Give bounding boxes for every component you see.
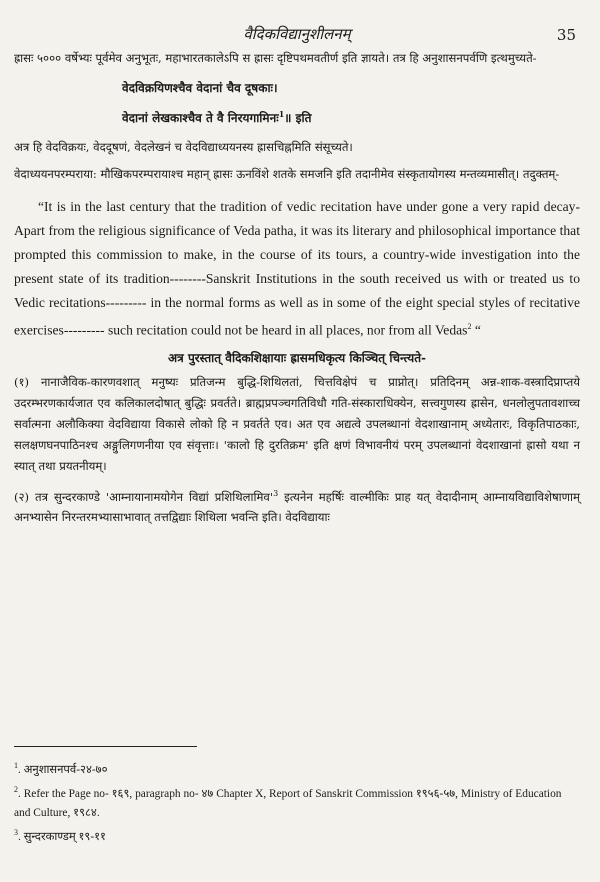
section-heading: अत्र पुरस्तात् वैदिकशिक्षायाः ह्रासमधिकृत्य किञ्चित् चिन्त्यते- [167,350,427,365]
footnote-3-text: . सुन्दरकाण्डम् १९-११ [18,830,106,843]
footnote-1-text: . अनुशासनपर्व-२४-७० [18,763,108,776]
footnote-3 [14,823,580,847]
footnote-mark-1: 1 [278,109,285,119]
paragraph-decline-signs: अत्र हि वेदविक्रयः, वेददूषणं, वेदलेखनं च वेदविद्याध्ययनस्य ह्रासचिह्नमिति संसूच्यते। [14,140,353,154]
paragraph-oral-tradition: वेदाध्ययनपरम्पराया: मौखिकपरम्परायाश्च महान् ह्रासः ऊनविंशे शतके समजनि इति तदानीमेव संस्कृतायोगस्य मन्तव्यमासीत्। तदुक्तम्- [14,167,560,181]
paragraph-point-1: (१) नानाजैविक-कारणवशात् मनुष्यः प्रतिजन्म बुद्धि-शिथिलतां, चित्तविक्षेपं च प्राप्नोत्। प्रतिदिनम् अन्न-शाक-वस्त्रादिप्राप्तये उदरम्भरणकार्यजात एव कलिकालदोषात् बुद्धिः प्रवर्तते। ब्राह्मप्रपञ्चगतिविधौ गति-संस्काराधिक्येन, सत्त्वगुणस्य ह्रासेन, धनलोलुपतावशाच्च सर्वात्मना अलौकिक्या वेदविद्याया विकासे लोको हि न प्रवर्तते एव। अत एव अद्यत्वे उपलब्धानां वेदशाखानाम् अध्येतारः, विकृतिपाठकाः, सलक्षणघनपाठिनश्च अङ्गुलिगणनीया एव संवृत्ताः। 'कालो हि दुरतिक्रम' इति क्षणं विभावनीयं परम् उपलब्धानां वेदशाखानां ह्रासो यथा न स्यात् तथा प्रयतनीयम्। [14,374,580,473]
footnote-mark-3: 3 [273,488,279,498]
footnote-1-mark: 1 [14,761,18,770]
commission-quote [14,195,580,343]
footnotes [14,756,580,846]
verse-line-1: वेदविक्रयिणश्चैव वेदानां चैव दूषकाः। [122,81,278,95]
footnote-3-mark: 3 [14,827,18,837]
verse-line-2-text: वेदानां लेखकाश्चैव ते वै निरयगामिनः [122,111,279,125]
page-number: 35 [556,26,576,44]
paragraph-intro: ह्रासः ५००० वर्षेभ्यः पूर्वमेव अनुभूतः, महाभारतकालेऽपि स ह्रासः दृष्टिपथमवतीर्ण इति ज्ञायते। तत्र हि अनुशासनपर्वणि इत्थमुच्यते- [14,51,537,65]
footnote-divider [14,746,197,747]
paragraph-point-2-start: (२) तत्र सुन्दरकाण्डे 'आम्नायानामयोगेन विद्यां प्रशिथिलामिव' [14,489,274,504]
verse-line-2 [14,101,580,131]
footnote-1 [14,756,580,780]
commission-quote-end: “ [471,322,481,338]
running-header [14,20,580,48]
verse-line-2-end: ॥ इति [284,111,312,125]
footnote-2-mark: 2 [14,784,18,794]
commission-quote-text: “It is in the last century that the tradition of vedic recitation have under gone a very rapid decay- Apart from the religious significance of Veda patha, it was its literary and philosophical importance that prompted this commission to make, in the course of its tours, a country-wide investigation into the present state of its tradition--------Sanskrit Institutions in the south received us with or treated us to Vedic recitations--------- in the normal forms as well as in some of the eight special styles of recitative exercises--------- such recitation could not be heard in all places, nor from all Vedas [14,199,580,338]
paragraph-point-2-rest: इत्यनेन महर्षिः वाल्मीकिः प्राह यत् वेदादीनाम् आम्नायविद्याविशेषाणाम् अनभ्यासेन निरन्तरमभ्यासाभावात् तत्तद्विद्याः शिथिला भवन्ति इति। वेदविद्यायाः [14,489,580,525]
paragraph-point-2 [14,483,580,529]
footnote-2 [14,780,580,823]
footnote-mark-2: 2 [467,322,472,331]
footnote-2-text: . Refer the Page no- १६९, paragraph no- ४७ Chapter X, Report of Sanskrit Commission १९५६-५७, Ministry of Education and Culture, १९८४. [14,787,562,819]
running-title: वैदिकविद्यानुशीलनम् [243,25,351,43]
